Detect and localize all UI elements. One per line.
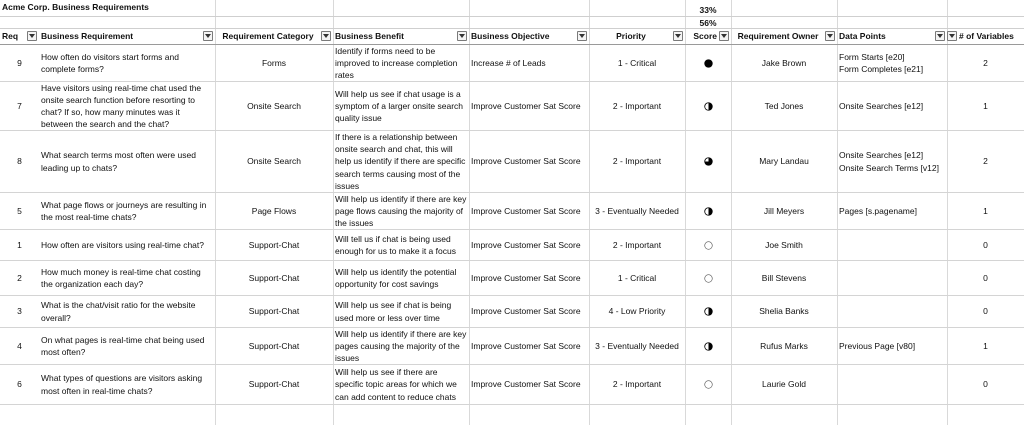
header-priority-label: Priority: [616, 31, 646, 41]
priority-cell-text: 1 - Critical: [617, 57, 657, 68]
num-variables-cell[interactable]: [947, 296, 1024, 327]
requirement-owner-cell-text: Mary Landau: [759, 156, 809, 167]
harvey-ball-icon: [704, 380, 713, 389]
business-requirement-cell-text: Have visitors using real-time chat used the onsite search function before resorting to chat? If so, how many minutes was it between the search and the chat?: [41, 82, 202, 130]
harvey-ball-icon: [704, 307, 713, 316]
sheet-title: Acme Corp. Business Requirements: [2, 2, 149, 12]
business-benefit-cell[interactable]: [333, 131, 469, 192]
score-cell[interactable]: [685, 131, 731, 192]
priority-cell[interactable]: [589, 261, 685, 295]
header-business-requirement[interactable]: [39, 28, 215, 45]
req-cell[interactable]: [0, 296, 39, 327]
score-cell[interactable]: [685, 230, 731, 260]
data-point-item: Pages [s.pagename]: [839, 205, 917, 216]
business-objective-cell[interactable]: [469, 365, 589, 404]
business-benefit-cell[interactable]: [333, 193, 469, 229]
business-objective-cell-text: Improve Customer Sat Score: [471, 239, 581, 250]
header-requirement-owner[interactable]: [731, 28, 837, 45]
req-cell[interactable]: [0, 131, 39, 192]
requirement-category-cell-text: Support-Chat: [248, 272, 300, 283]
business-requirement-cell-text: What types of questions are visitors asking most often in real-time chats?: [41, 373, 203, 396]
business-objective-cell[interactable]: [469, 328, 589, 364]
requirement-category-cell-text: Onsite Search: [247, 156, 301, 167]
num-variables-cell-text: 0: [983, 272, 988, 283]
score-cell[interactable]: [685, 82, 731, 130]
business-objective-cell[interactable]: [469, 261, 589, 295]
priority-cell-text: 2 - Important: [612, 239, 662, 250]
requirement-owner-cell[interactable]: [731, 261, 837, 295]
requirement-category-cell-text: Support-Chat: [248, 239, 300, 250]
header-num-variables-label: # of Variables: [959, 31, 1014, 41]
table-row[interactable]: [0, 45, 1024, 82]
requirement-owner-cell-text: Joe Smith: [765, 239, 803, 250]
requirement-category-cell[interactable]: [215, 45, 333, 81]
num-variables-cell[interactable]: [947, 131, 1024, 192]
requirement-owner-cell-text: Rufus Marks: [760, 340, 808, 351]
header-business-objective[interactable]: [469, 28, 589, 45]
business-benefit-cell[interactable]: [333, 328, 469, 364]
priority-cell-text: 1 - Critical: [617, 272, 657, 283]
data-points-cell[interactable]: [837, 328, 947, 364]
business-benefit-cell-text: Will tell us if chat is being used enough for us to make it a focus: [335, 233, 456, 256]
business-requirement-cell-text: What page flows or journeys are resulting in the most real-time chats?: [41, 199, 207, 222]
priority-cell[interactable]: [589, 365, 685, 404]
business-benefit-cell[interactable]: [333, 365, 469, 404]
requirement-owner-cell[interactable]: [731, 131, 837, 192]
harvey-ball-icon: [704, 274, 713, 283]
priority-cell-text: 3 - Eventually Needed: [595, 340, 679, 351]
table-row[interactable]: [0, 296, 1024, 328]
business-objective-cell-text: Improve Customer Sat Score: [471, 205, 581, 216]
filter-dropdown-icon[interactable]: [935, 31, 945, 41]
header-score[interactable]: [685, 28, 731, 45]
num-variables-cell[interactable]: [947, 193, 1024, 229]
business-requirement-cell[interactable]: [39, 261, 215, 295]
business-objective-cell[interactable]: [469, 45, 589, 81]
requirement-category-cell-text: Page Flows: [251, 205, 297, 216]
req-cell[interactable]: [0, 82, 39, 130]
header-priority[interactable]: [589, 28, 685, 45]
business-requirement-cell[interactable]: [39, 193, 215, 229]
data-points-list: [839, 340, 915, 352]
req-cell-text: 2: [17, 272, 22, 283]
business-requirement-cell-text: How often are visitors using real-time chat?: [41, 239, 204, 250]
requirement-owner-cell-text: Jill Meyers: [763, 205, 805, 216]
num-variables-cell[interactable]: [947, 261, 1024, 295]
filter-dropdown-icon[interactable]: [719, 31, 729, 41]
business-objective-cell-text: Improve Customer Sat Score: [471, 272, 581, 283]
business-objective-cell[interactable]: [469, 193, 589, 229]
business-requirement-cell-text: What is the chat/visit ratio for the website overall?: [41, 300, 196, 323]
num-variables-cell[interactable]: [947, 230, 1024, 260]
data-points-list: [839, 100, 923, 112]
num-variables-cell-text: 0: [983, 239, 988, 250]
business-benefit-cell-text: Will help us see if chat is being used more or less over time: [335, 300, 452, 323]
business-requirement-cell-text: What search terms most often were used leading up to chats?: [41, 150, 196, 173]
data-points-cell[interactable]: [837, 261, 947, 295]
num-variables-cell[interactable]: [947, 45, 1024, 81]
requirement-category-cell[interactable]: [215, 296, 333, 327]
req-cell-text: 6: [17, 379, 22, 390]
data-point-item: Onsite Searches [e12]: [839, 150, 924, 161]
harvey-ball-icon: [704, 102, 713, 111]
header-requirement-category-label: Requirement Category: [222, 31, 314, 41]
header-num-variables[interactable]: [947, 28, 1024, 45]
business-requirement-cell[interactable]: [39, 131, 215, 192]
requirement-category-cell[interactable]: [215, 131, 333, 192]
business-requirement-cell[interactable]: [39, 296, 215, 327]
priority-cell-text: 2 - Important: [612, 100, 662, 111]
header-business-benefit[interactable]: [333, 28, 469, 45]
num-variables-cell[interactable]: [947, 365, 1024, 404]
business-benefit-cell-text: Will help us see if chat usage is a symptom of a larger onsite search quality issue: [335, 88, 464, 124]
requirement-owner-cell-text: Bill Stevens: [761, 272, 807, 283]
num-variables-cell-text: 2: [983, 57, 988, 68]
requirement-owner-cell[interactable]: [731, 45, 837, 81]
num-variables-cell-text: 1: [983, 340, 988, 351]
business-requirement-cell-text: How often do visitors start forms and complete forms?: [41, 51, 179, 74]
business-benefit-cell[interactable]: [333, 230, 469, 260]
business-requirement-cell[interactable]: [39, 45, 215, 81]
data-points-cell[interactable]: [837, 45, 947, 81]
req-cell-text: 8: [17, 156, 22, 167]
requirement-owner-cell-text: Laurie Gold: [762, 379, 806, 390]
num-variables-cell-text: 2: [983, 156, 988, 167]
requirement-category-cell-text: Support-Chat: [248, 340, 300, 351]
num-variables-cell-text: 1: [983, 100, 988, 111]
req-cell[interactable]: [0, 365, 39, 404]
num-variables-cell-text: 0: [983, 306, 988, 317]
filter-dropdown-icon[interactable]: [947, 31, 957, 41]
requirement-category-cell-text: Support-Chat: [248, 379, 300, 390]
req-cell-text: 9: [17, 57, 22, 68]
header-data-points-label: Data Points: [839, 31, 886, 41]
business-objective-cell[interactable]: [469, 296, 589, 327]
score-percent-top: 33%: [699, 5, 717, 15]
requirement-owner-cell[interactable]: [731, 365, 837, 404]
req-cell[interactable]: [0, 328, 39, 364]
requirement-category-cell-text: Forms: [261, 57, 287, 68]
requirement-category-cell[interactable]: [215, 365, 333, 404]
header-req-label: Req: [2, 31, 19, 41]
header-business-benefit-label: Business Benefit: [335, 31, 404, 41]
data-points-cell[interactable]: [837, 230, 947, 260]
header-score-label: Score: [693, 31, 717, 41]
requirement-owner-cell-text: Ted Jones: [764, 100, 804, 111]
harvey-ball-icon: [704, 207, 713, 216]
data-point-item: Onsite Searches [e12]: [839, 100, 924, 111]
data-points-list: [839, 51, 923, 75]
business-requirement-cell[interactable]: [39, 328, 215, 364]
business-requirement-cell[interactable]: [39, 82, 215, 130]
priority-cell-text: 3 - Eventually Needed: [595, 205, 679, 216]
business-objective-cell[interactable]: [469, 82, 589, 130]
header-requirement-owner-label: Requirement Owner: [737, 31, 819, 41]
filter-dropdown-icon[interactable]: [577, 31, 587, 41]
requirement-category-cell[interactable]: [215, 193, 333, 229]
business-objective-cell-text: Increase # of Leads: [471, 57, 546, 68]
num-variables-cell[interactable]: [947, 328, 1024, 364]
filter-dropdown-icon[interactable]: [27, 31, 37, 41]
requirement-owner-cell[interactable]: [731, 82, 837, 130]
score-cell[interactable]: [685, 365, 731, 404]
business-benefit-cell-text: If there is a relationship between onsite search and chat, this will help us identify if there are specific search terms causing most of the issues: [335, 132, 466, 191]
business-benefit-cell[interactable]: [333, 45, 469, 81]
data-points-cell[interactable]: [837, 131, 947, 192]
req-cell[interactable]: [0, 230, 39, 260]
priority-cell-text: 2 - Important: [612, 156, 662, 167]
priority-cell-text: 2 - Important: [612, 379, 662, 390]
requirement-category-cell[interactable]: [215, 230, 333, 260]
header-req[interactable]: [0, 28, 39, 45]
business-benefit-cell-text: Will help us identify the potential opportunity for cost savings: [335, 266, 457, 289]
header-requirement-category[interactable]: [215, 28, 333, 45]
row-separator: [0, 16, 1024, 17]
priority-cell[interactable]: [589, 193, 685, 229]
num-variables-cell-text: 0: [983, 379, 988, 390]
priority-cell-text: 4 - Low Priority: [608, 306, 666, 317]
requirement-owner-cell[interactable]: [731, 193, 837, 229]
req-cell[interactable]: [0, 45, 39, 81]
priority-cell[interactable]: [589, 131, 685, 192]
req-cell-text: 1: [17, 239, 22, 250]
header-data-points[interactable]: [837, 28, 947, 45]
requirement-owner-cell[interactable]: [731, 296, 837, 327]
harvey-ball-icon: [704, 157, 713, 166]
filter-dropdown-icon[interactable]: [673, 31, 683, 41]
business-requirement-cell-text: On what pages is real-time chat being used most often?: [41, 334, 205, 357]
filter-dropdown-icon[interactable]: [825, 31, 835, 41]
data-points-cell[interactable]: [837, 365, 947, 404]
score-cell[interactable]: [685, 296, 731, 327]
priority-cell[interactable]: [589, 45, 685, 81]
data-points-list: [839, 205, 917, 217]
score-cell[interactable]: [685, 45, 731, 81]
table-row[interactable]: [0, 230, 1024, 261]
score-cell[interactable]: [685, 193, 731, 229]
data-points-list: [839, 149, 939, 173]
requirement-category-cell[interactable]: [215, 82, 333, 130]
req-cell[interactable]: [0, 261, 39, 295]
score-percent-bottom: 56%: [699, 18, 717, 28]
score-cell[interactable]: [685, 328, 731, 364]
req-cell-text: 7: [17, 100, 22, 111]
harvey-ball-icon: [704, 59, 713, 68]
harvey-ball-icon: [704, 241, 713, 250]
requirement-owner-cell[interactable]: [731, 328, 837, 364]
business-requirement-cell[interactable]: [39, 230, 215, 260]
business-objective-cell-text: Improve Customer Sat Score: [471, 379, 581, 390]
business-objective-cell-text: Improve Customer Sat Score: [471, 100, 581, 111]
business-requirement-cell-text: How much money is real-time chat costing the organization each day?: [41, 266, 201, 289]
business-requirement-cell[interactable]: [39, 365, 215, 404]
num-variables-cell-text: 1: [983, 205, 988, 216]
header-business-requirement-label: Business Requirement: [41, 31, 134, 41]
table-row[interactable]: [0, 193, 1024, 230]
business-benefit-cell-text: Will help us see if there are specific topic areas for which we can add content to reduce chats: [335, 367, 457, 402]
harvey-ball-icon: [704, 342, 713, 351]
business-objective-cell[interactable]: [469, 230, 589, 260]
header-business-objective-label: Business Objective: [471, 31, 550, 41]
table-row[interactable]: [0, 328, 1024, 365]
requirement-owner-cell-text: Jake Brown: [761, 57, 807, 68]
table-row[interactable]: [0, 82, 1024, 131]
business-benefit-cell-text: Identify if forms need to be improved to increase completion rates: [335, 45, 458, 81]
num-variables-cell[interactable]: [947, 82, 1024, 130]
business-objective-cell-text: Improve Customer Sat Score: [471, 340, 581, 351]
filter-dropdown-icon[interactable]: [321, 31, 331, 41]
requirement-owner-cell[interactable]: [731, 230, 837, 260]
req-cell[interactable]: [0, 193, 39, 229]
score-cell[interactable]: [685, 261, 731, 295]
data-points-cell[interactable]: [837, 82, 947, 130]
req-cell-text: 4: [17, 340, 22, 351]
table-row[interactable]: [0, 131, 1024, 193]
priority-cell[interactable]: [589, 82, 685, 130]
data-point-item: Onsite Search Terms [v12]: [839, 162, 939, 173]
filter-dropdown-icon[interactable]: [203, 31, 213, 41]
business-objective-cell-text: Improve Customer Sat Score: [471, 306, 581, 317]
business-objective-cell[interactable]: [469, 131, 589, 192]
data-point-item: Form Starts [e20]: [839, 51, 905, 62]
requirement-owner-cell-text: Shelia Banks: [759, 306, 809, 317]
req-cell-text: 3: [17, 306, 22, 317]
business-benefit-cell[interactable]: [333, 296, 469, 327]
requirement-category-cell-text: Onsite Search: [247, 100, 301, 111]
requirement-category-cell[interactable]: [215, 261, 333, 295]
filter-dropdown-icon[interactable]: [457, 31, 467, 41]
table-row[interactable]: [0, 365, 1024, 405]
data-points-cell[interactable]: [837, 296, 947, 327]
data-point-item: Previous Page [v80]: [839, 340, 916, 351]
business-benefit-cell-text: Will help us identify if there are key page flows causing the majority of the issues: [335, 193, 467, 229]
business-benefit-cell[interactable]: [333, 82, 469, 130]
data-points-cell[interactable]: [837, 193, 947, 229]
priority-cell[interactable]: [589, 328, 685, 364]
business-benefit-cell[interactable]: [333, 261, 469, 295]
priority-cell[interactable]: [589, 296, 685, 327]
req-cell-text: 5: [17, 205, 22, 216]
data-point-item: Form Completes [e21]: [839, 64, 924, 74]
business-objective-cell-text: Improve Customer Sat Score: [471, 156, 581, 167]
requirement-category-cell-text: Support-Chat: [248, 306, 300, 317]
table-row[interactable]: [0, 261, 1024, 296]
priority-cell[interactable]: [589, 230, 685, 260]
requirement-category-cell[interactable]: [215, 328, 333, 364]
business-benefit-cell-text: Will help us identify if there are key pages causing the majority of the issues: [335, 328, 467, 364]
